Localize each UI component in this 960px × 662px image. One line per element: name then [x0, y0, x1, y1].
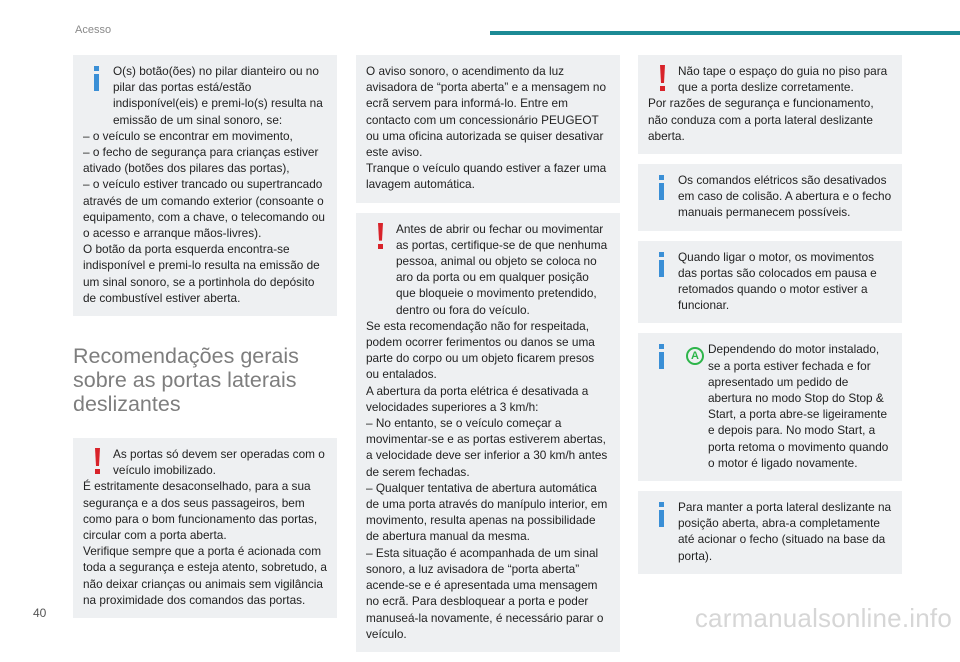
note-line: Antes de abrir ou fechar ou movimentar as portas, certifique-se de que nenhuma pessoa, animal ou objeto se coloca no aro da porta ou em qualquer posição que bloqueie o movimento pretendido, dentro ou fora do veículo. [366, 221, 610, 318]
note-line: A abertura da porta elétrica é desativada a velocidades superiores a 3 km/h: [366, 383, 589, 414]
note-line: Não tape o espaço do guia no piso para que a porta deslize corretamente. [648, 63, 892, 95]
note-line: – Qualquer tentativa de abertura automática de uma porta através do manípulo interior, em movimento, resulta apenas na possibilidade de abertura manual da mesma. [366, 480, 608, 544]
column-3 [638, 55, 902, 584]
info-note-collision [638, 164, 902, 231]
info-icon [656, 344, 667, 370]
note-line: Os comandos elétricos são desativados em caso de colisão. A abertura e o fecho manuais permanecem possíveis. [648, 172, 892, 221]
column-2 [356, 55, 620, 662]
note-line: Por razões de segurança e funcionamento, não conduza com a porta lateral deslizante aberta. [648, 96, 874, 143]
note-line: É estritamente desaconselhado, para a sua segurança e a dos seus passageiros, bem como para o bom funcionamento das portas, circular com a porta aberta. [83, 479, 318, 543]
stop-start-a-icon: A [686, 347, 704, 365]
info-note-engine-start [638, 241, 902, 324]
note-line: Verifique sempre que a porta é acionada com toda a segurança e esteja atento, sobretudo, a não deixar crianças ou animais sem vigilância na proximidade dos comandos das portas. [83, 544, 327, 607]
info-note-keep-open [638, 491, 902, 574]
watermark: carmanualsonline.info [694, 603, 952, 633]
note-line: – o veículo estiver trancado ou supertrancado através de um comando exterior (consoante o equipamento, com a chave, o telecomando ou o acesso e arranque mãos-livres). [83, 177, 325, 241]
note-audible-warning [356, 55, 620, 203]
note-line: O(s) botão(ões) no pilar dianteiro ou no pilar das portas está/estão indisponível(eis) e premi-lo(s) resulta na emissão de um sinal sonoro, se: [83, 63, 327, 128]
warning-icon [658, 65, 668, 93]
warning-icon [376, 223, 386, 251]
note-line: – Esta situação é acompanhada de um sinal sonoro, a luz avisadora de “porta aberta” acende-se e é apresentada uma mensagem no ecrã. Para desbloquear a porta e poder manuseá-la novamente, é necessário parar o veículo. [366, 545, 604, 641]
info-icon [656, 252, 667, 278]
note-line: Tranque o veículo quando estiver a fazer uma lavagem automática. [366, 161, 607, 192]
note-line: O botão da porta esquerda encontra-se indisponível e premi-lo resulta na emissão de um sinal sonoro, se a portinhola do depósito de combustível estiver aberta. [83, 242, 320, 305]
warning-icon [93, 448, 103, 476]
info-note-stop-start [638, 333, 902, 481]
note-line: Se esta recomendação não for respeitada, podem ocorrer ferimentos ou danos se uma parte do corpo ou um objeto ficarem presos ou entalados. [366, 318, 595, 382]
warning-note-guide-rail [638, 55, 902, 154]
note-line: – No entanto, se o veículo começar a movimentar-se e as portas estiverem abertas, a velocidade deve ser inferior a 30 km/h antes de serem fechadas. [366, 416, 608, 479]
section-title: Acesso [75, 24, 112, 36]
warning-note-operate-stationary [73, 438, 337, 618]
header-accent-bar [490, 31, 960, 35]
info-icon [656, 175, 667, 201]
note-line: Para manter a porta lateral deslizante na posição aberta, abra-a completamente até acionar o fecho (situado na base da porta). [648, 499, 892, 564]
info-note-pillar-buttons [73, 55, 337, 316]
info-icon [656, 502, 667, 528]
info-icon [91, 66, 102, 92]
warning-note-before-moving-doors [356, 213, 620, 652]
note-line: – o veículo se encontrar em movimento, [83, 128, 293, 143]
note-line: As portas só devem ser operadas com o veículo imobilizado. [83, 446, 327, 478]
column-1 [73, 55, 337, 628]
note-line: O aviso sonoro, o acendimento da luz avisadora de “porta aberta” e a mensagem no ecrã servem para informá-lo. Entre em contacto com um concessionário PEUGEOT ou uma oficina autorizada se quiser desativar este aviso. [366, 64, 607, 160]
section-heading: Recomendações gerais sobre as portas laterais deslizantes [73, 344, 299, 417]
note-line: A Dependendo do motor instalado, se a porta estiver fechada e for apresentado um pedido de abertura no modo Stop do Stop & Start, a porta abre-se ligeiramente e depois para. No modo Start, a porta retoma o movimento quando o motor é ligado novamente. [648, 341, 892, 471]
note-line: Quando ligar o motor, os movimentos das portas são colocados em pausa e retomados quando o motor estiver a funcionar. [648, 249, 892, 314]
page-number: 40 [33, 606, 47, 620]
note-line: – o fecho de segurança para crianças estiver ativado (botões dos pilares das portas), [83, 145, 319, 176]
